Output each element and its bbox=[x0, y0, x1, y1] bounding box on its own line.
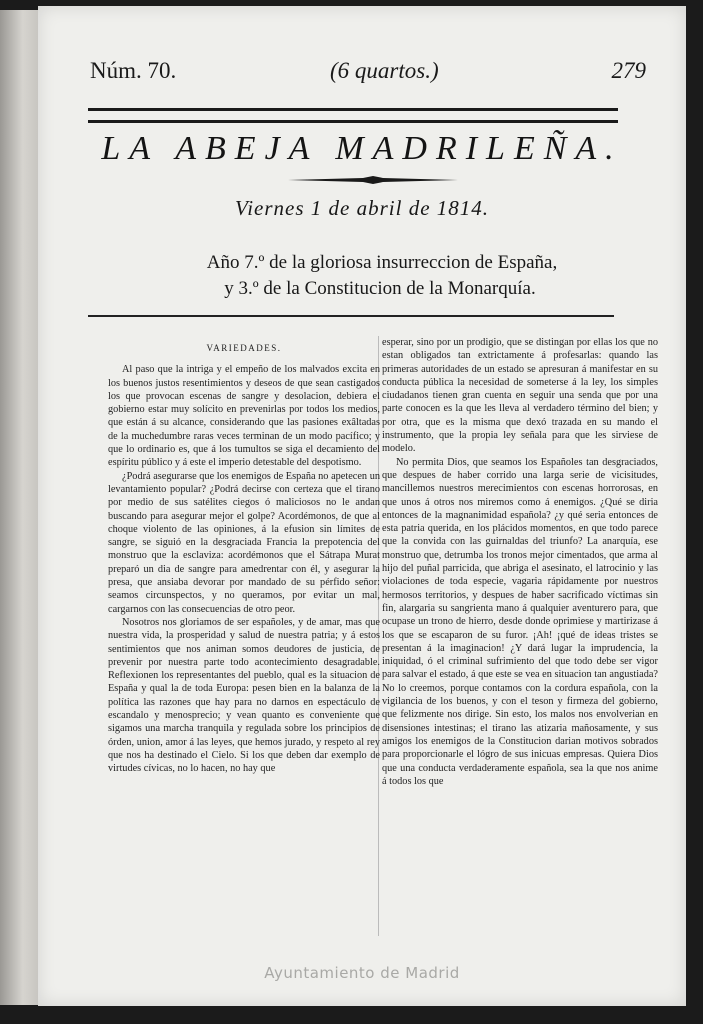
paragraph: Al paso que la intriga y el empeño de los malvados excita en los buenos justos resentimientos y deseos de que sean castigados los que provocan escenas de sangre y desolacion, debiera el gobierno estar muy solícito en prevenirlas por todos los medios, que están á su alcance, considerando que las pasiones exâltadas de la muchedumbre raras veces terminan de un modo pacífico; y que lo ordinario es, que á los tumultos se siga el decamiento del espíritu público y á este el imperio detestable del despotismo. bbox=[108, 364, 380, 469]
paragraph: ¿Podrá asegurarse que los enemigos de España no apetecen un levantamiento popular? ¿Podrá decirse con certeza que el tirano por medio de sus satélites ciegos ó maliciosos no le andan buscando para asegurar mejor el golpe? Acordémonos, de que al choque violento de las opiniones, á la efusion sin límites de sangre, se siguió en la desgraciada Francia la prepotencia del monstruo que la esclaviza: acordémonos que el Sátrapa Murat preparó un dia de sangre para amedrentar con él, y asegurar la presa, que ansiaba devorar por mandado de su pérfido señor: seamos circunspectos, y no queramos, por evitar un mal, cargarnos con las consecuencias de otro peor. bbox=[108, 470, 380, 615]
page-number: 279 bbox=[611, 58, 646, 83]
price-note: (6 quartos.) bbox=[330, 58, 439, 83]
adjacent-page-edge bbox=[0, 10, 39, 1005]
paragraph: Nosotros nos gloriamos de ser españoles, y de amar, mas que nuestra vida, la prosperidad y salud de nuestra patria; y á estos sentimientos que nos animan somos deudores de justicia, de prevenir por nuestra parte todo acontecimiento desagradable. Reflexionen los representantes del pueblo, qual es la situacion de España y qual la de toda Europa: pesen bien en la balanza de la política las razones que hay para no darnos en espectáculo de escandalo y menosprecio; y vean quanto es conveniente que sigamos una marcha tranquila y regulada sobre los principios de órden, union, amor á las leyes, que hemos jurado, y respeto al rey que nos ha destinado el Cielo. Si los que deben dar exemplo de virtudes cívicas, no lo hacen, no hay que bbox=[108, 616, 380, 775]
section-rule bbox=[88, 315, 614, 317]
issue-date: Viernes 1 de abril de 1814. bbox=[234, 196, 490, 220]
paragraph: esperar, sino por un prodigio, que se distingan por ellas los que no estan obligados tan extrictamente á profesarlas: quando las primeras autoridades de un estado se apresuran á manifestar en su conducta pública la necesidad de someterse á la ley, los simples ciudadanos tienen gran cuenta en seguir una senda que por una parte conocen es la que les lleva al verdadero término del bien; y por otra, que es la misma que dexó trazada en su mando el instrumento, que la propia ley señala para que les sirviese de modelo. bbox=[382, 337, 658, 455]
right-column bbox=[382, 336, 658, 788]
issue-number: Núm. 70. bbox=[90, 58, 177, 83]
page-header bbox=[90, 58, 646, 94]
masthead-title: LA ABEJA MADRILEÑA. bbox=[101, 130, 623, 167]
subtitle-line-2: y 3.º de la Constitucion de la Monarquía. bbox=[224, 278, 536, 299]
ornament-rule bbox=[288, 176, 458, 184]
archive-watermark: Ayuntamiento de Madrid bbox=[264, 964, 460, 982]
paragraph: No permita Dios, que seamos los Españoles tan desgraciados, que despues de haber corrido una larga serie de vicisitudes, mancillemos nuestros merecimientos con escenas horrorosas, en que unos á otros nos miremos como á enemigos. ¿Qué se diria entonces de la magnanimidad española? ¿y qué seria entonces de esta patria querida, en los plácidos momentos, en que todo parece que la convida con las guirnaldas del triunfo? La anarquía, ese monstruo que, detrumba los tronos mejor cimentados, que arma al hijo del puñal parricida, que abriga el asesinato, el latrocinio y las violaciones de toda especie, vagaria rápidamente por nuestros hermosos territorios, y despues de haber sacrificado víctimas sin fin, alargaria su sangrienta mano á qualquier aventurero para, que ocupase un trono de hierro, desde donde oprimiese y martirizase á los que se escaparon de su furor. ¡Ah! ¡qué de ideas tristes se presentan á la imaginacion! ¿Y dará lugar la imprudencia, la iniquidad, ó el criminal sufrimiento del que todo debe ser vigor para salvar el estado, á que este se vea en situacion tan angustiada? No lo creemos, porque contamos con la cordura española, con la vigilancia de los buenos, y con el teson y firmeza del gobierno, que felizmente nos dirige. Sin esto, los malos nos envolverian en disensiones intestinas; el tirano las atizaria mañosamente, y sus amigos los enemigos de la Constitucion darian motivos sobrados para proporcionarle el lógro de sus inicuas empresas. Quiera Dios que una conducta verdaderamente española, sea la que nos anime á todos los que bbox=[382, 456, 658, 787]
newspaper-page bbox=[38, 6, 686, 1006]
left-column bbox=[108, 336, 380, 776]
header-double-rule bbox=[88, 108, 618, 123]
subtitle-line-1: Año 7.º de la gloriosa insurreccion de España, bbox=[206, 252, 558, 273]
section-heading: VARIEDADES. bbox=[206, 343, 282, 353]
